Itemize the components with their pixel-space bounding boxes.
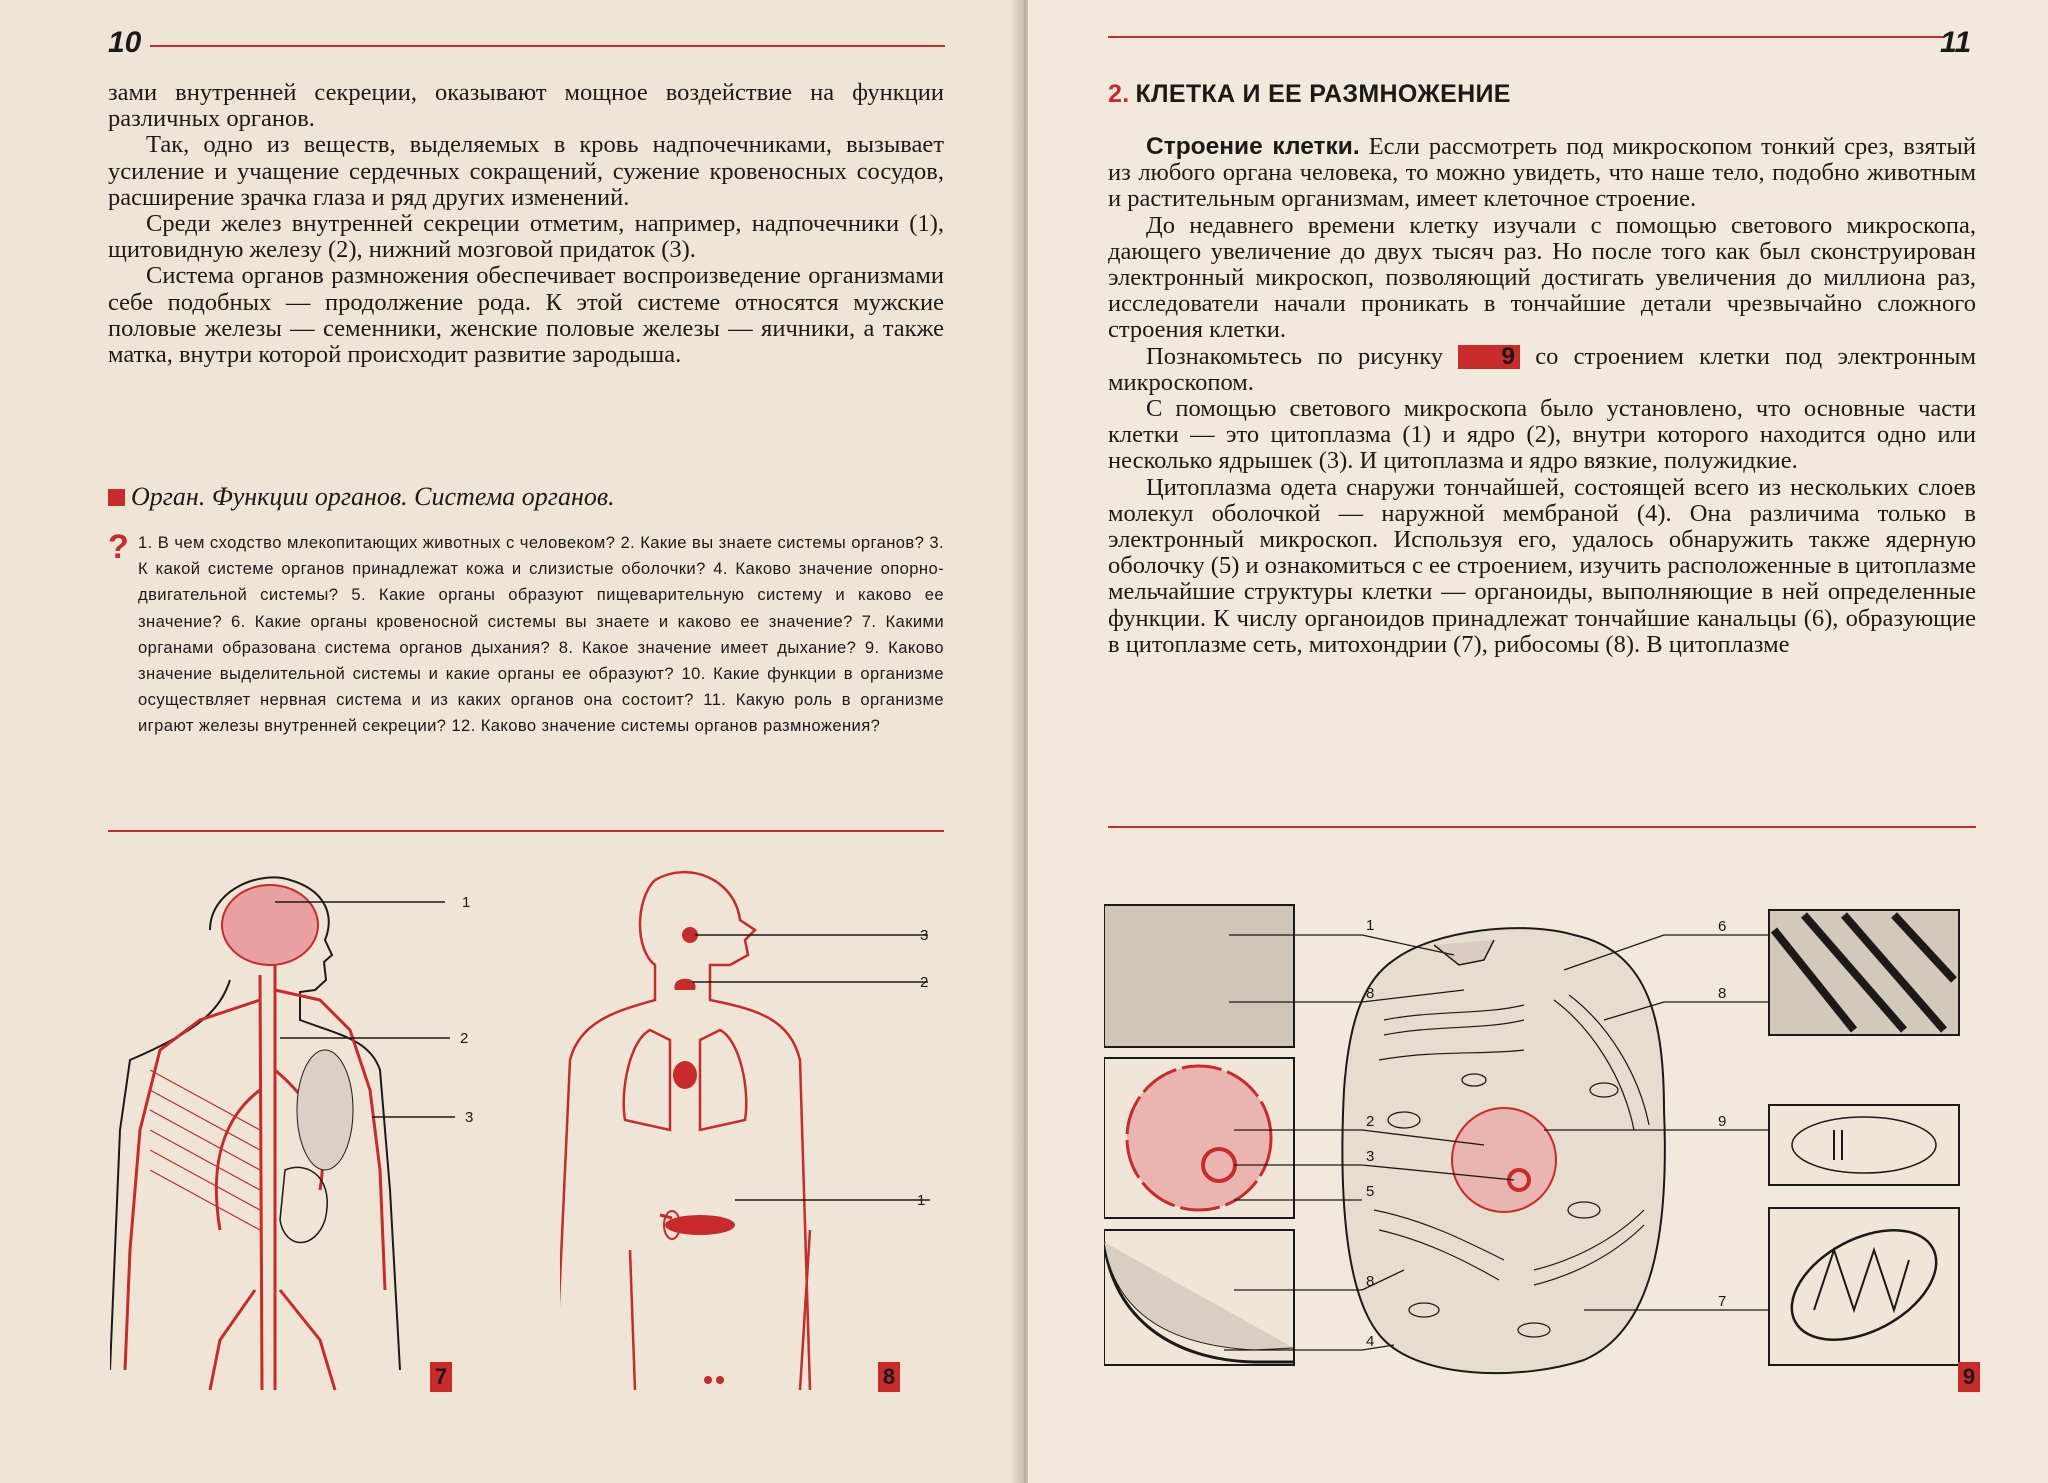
paragraph: С помощью светового микроскопа было установлено, что основные части клетки — это цитоплазма (1) и ядро (2), внутри которого находится одно или несколько ядрышек (3). И цитоплазма и ядро вязкие, полужидкие. [1108,395,1976,475]
figure-rule-left [108,830,944,832]
fig9-label-8: 8 [1366,985,1375,1002]
paragraph-text: со строением клетки под электронным микроскопом. [1108,342,1976,396]
paragraph: Цитоплазма одета снаружи тончайшей, состоящей всего из нескольких слоев молекул оболочкой — наружной мембраной (4). Она различима только в электронный микроскоп. Используя его, удалось обнаружить также ядерную оболочку (5) и ознакомиться с ее строением, изучить расположенные в цитоплазме мельчайшие структуры клетки — органоиды, выполняющие в ней определенные функции. К числу органоидов принадлежат тончайшие канальцы (6), образующие в цитоплазме сеть, митохондрии (7), рибосомы (8). В цитоплазме [1108,473,1976,658]
figure-number-7: 7 [430,1362,452,1392]
paragraph: До недавнего времени клетку изучали с помощью светового микроскопа, дающего увеличение до двух тысяч раз. Но после того как был сконструирован электронный микроскоп, позволяющий достигать увеличения до миллиона раз, исследователи начали проникать в тончайшие детали чрезвычайно сложного строения клетки. [1108,211,1976,344]
paragraph-text: Познакомьтесь по рисунку [1146,342,1459,370]
fig9-label-6: 6 [1718,918,1727,935]
figure-7-body-systems [110,870,490,1410]
figure-8-endocrine-glands [560,870,940,1410]
paragraph: зами внутренней секреции, оказывают мощное воздействие на функции различных органов. [108,79,944,133]
chapter-number: 2. [1108,80,1130,108]
section-heading [108,482,615,512]
question-mark-icon: ? [108,528,129,566]
left-page [0,0,1022,1483]
chapter-title: КЛЕТКА И ЕЕ РАЗМНОЖЕНИЕ [1135,80,1511,108]
fig9-label-9: 9 [1718,1113,1727,1130]
fig9-label-8b: 8 [1366,1273,1375,1290]
paragraph [1108,134,1976,213]
fig9-label-3: 3 [1366,1148,1375,1165]
review-questions: 1. В чем сходство млекопитающих животных с человеком? 2. Какие вы знаете системы органов? 3. К какой системе органов принадлежат кожа и слизистые оболочки? 4. Каково значение опорно-двигательной системы? 5. Какие органы образуют пищеварительную систему и каково ее значение? 6. Какие органы кровеносной системы вы знаете и каково ее значение? 7. Какими органами образована система органов дыхания? 8. Какое значение имеет дыхание? 9. Каково значение выделительной системы и какие органы ее образуют? 10. Какие функции в организме осуществляет нервная система и из каких органов она состоит? 11. Какую роль в организме играют железы внутренней секреции? 12. Каково значение системы органов размножения? [138,533,944,736]
section-heading-text: Орган. Функции органов. Система органов. [131,482,615,511]
fig9-label-1: 1 [1366,917,1375,934]
fig9-label-8c: 8 [1718,985,1727,1002]
fig9-label-5: 5 [1366,1183,1375,1200]
fig7-label-3: 3 [465,1109,474,1126]
fig9-label-2: 2 [1366,1113,1375,1130]
fig9-label-7: 7 [1718,1293,1727,1310]
header-rule-right [1108,36,1944,38]
right-page [1028,0,2048,1483]
header-rule-left [150,45,945,47]
fig8-label-3: 3 [920,927,929,944]
left-body-text [108,80,944,368]
page-number-right: 11 [1940,26,1972,59]
subheading: Строение клетки. [1146,133,1360,160]
fig7-label-1: 1 [462,894,471,911]
paragraph: Так, одно из веществ, выделяемых в кровь надпочечниками, вызывает усиление и учащение сердечных сокращений, сужение кровеносных сосудов, расширение зрачка глаза и ряд других изменений. [108,131,944,211]
fig8-label-1: 1 [917,1192,926,1209]
figure-ref-badge: 9 [1458,345,1520,369]
fig8-label-2: 2 [920,974,929,991]
right-body-text [1108,134,1976,658]
figure-rule-right [1108,826,1976,828]
page-number-left: 10 [108,26,142,59]
paragraph [1108,344,1976,396]
paragraph-text: Если рассмотреть под микроскопом тонкий срез, взятый из любого органа человека, то можно увидеть, что наше тело, подобно животным и растительным организмам, имеет клеточное строение. [1108,133,1976,213]
paragraph: Среди желез внутренней секреции отметим, например, надпочечники (1), щитовидную железу (2), нижний мозговой придаток (3). [108,210,944,264]
figure-9-cell-structure [1104,890,2004,1410]
red-square-marker [108,489,125,506]
figure-number-8: 8 [878,1362,900,1392]
chapter-heading [1108,80,1511,109]
figure-number-9: 9 [1958,1362,1980,1392]
fig9-label-4: 4 [1366,1333,1375,1350]
paragraph: Система органов размножения обеспечивает воспроизведение организмами себе подобных — продолжение рода. К этой системе относятся мужские половые железы — семенники, женские половые железы — яичники, а также матка, внутри которой происходит развитие зародыша. [108,262,944,369]
fig7-label-2: 2 [460,1030,469,1047]
